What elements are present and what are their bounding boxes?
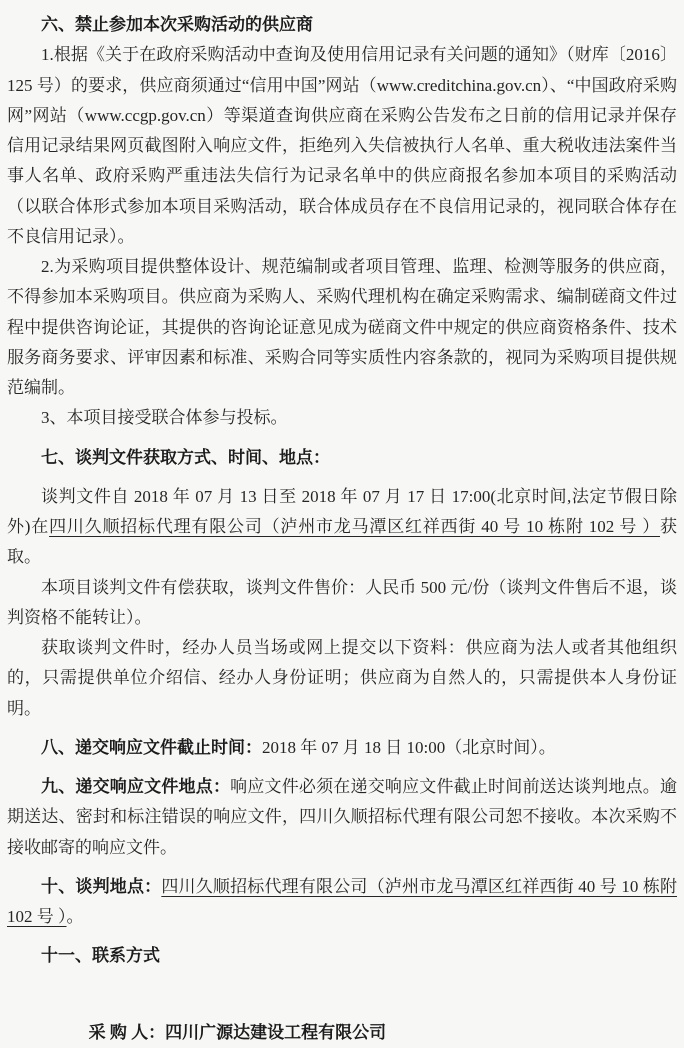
document-acquisition-suffix-text: 获取。 [7,517,677,567]
section7-paragraph-3: 获取谈判文件时，经办人员当场或网上提交以下资料：供应商为法人或者其他组织的，只需提供单位介绍信、经办人身份证明；供应商为自然人的，只需提供本人身份证明。 [7,638,677,718]
section10-label: 十、谈判地点： [41,876,162,896]
section6-paragraph-2: 2.为采购项目提供整体设计、规范编制或者项目管理、监理、检测等服务的供应商，不得参加本采购项目。供应商为采购人、采购代理机构在确定采购需求、编制磋商文件过程中提供咨询论证，其提供的咨询论证意见成为磋商文件中规定的供应商资格条件、技术服务商务要求、评审因素和标准、采购合同等实质性内容条款的，视同为采购项目提供规范编制。 [7,257,677,397]
section9-label: 九、递交响应文件地点： [41,777,231,796]
deadline-datetime-text: 2018 年 07 月 18 日 10:00（北京时间）。 [262,737,556,757]
section11-heading: 十一、联系方式 [41,946,160,966]
section7-paragraph-1 [7,482,677,573]
buyer-company-name: 四川广源达建设工程有限公司 [165,1022,387,1042]
agency-address-underlined-text: 四川久顺招标代理有限公司（泸州市龙马潭区红祥西街 40 号 10 栋附 102 号 ） [49,517,660,536]
negotiation-address-underlined-text: 四川久顺招标代理有限公司（泸州市龙马潭区红祥西街 40 号 10 栋附 102 号 ） [7,876,678,926]
document-acquisition-period-text: 谈判文件自 2018 年 07 月 13 日至 2018 年 07 月 17 日 17:00(北京时间,法定节假日除外)在 [7,486,677,536]
buyer-line [7,1018,677,1048]
section7-heading: 七、谈判文件获取方式、时间、地点： [41,447,330,467]
section7-paragraph-2: 本项目谈判文件有偿获取，谈判文件售价：人民币 500 元/份（谈判文件售后不退，谈判资格不能转让）。 [7,577,677,627]
section8-paragraph [7,733,677,763]
section6-heading: 六、禁止参加本次采购活动的供应商 [41,15,313,34]
section10-paragraph [7,872,677,933]
section6-paragraph-1: 1.根据《关于在政府采购活动中查询及使用信用记录有关问题的通知》（财库〔2016〕125 号）的要求，供应商须通过“信用中国”网站（www.creditchina.gov.cn）、“中国政府采购网”网站（www.ccgp.gov.cn）等渠道查询供应商在采购公告发布之日前的信用记录并保存信用记录结果网页截图附入响应文件，拒绝列入失信被执行人名单、重大税收违法案件当事人名单、政府采购严重违法失信行为记录名单中的供应商报名参加本项目的采购活动（以联合体形式参加本项目采购活动，联合体成员存在不良信用记录的，视同联合体存在不良信用记录）。 [7,45,677,246]
buyer-label: 采 购 人： [88,1022,166,1042]
submission-location-text: 响应文件必须在递交响应文件截止时间前送达谈判地点。逾期送达、密封和标注错误的响应文件，四川久顺招标代理有限公司恕不接收。本次采购不接收邮寄的响应文件。 [7,777,678,857]
section9-paragraph [7,772,677,863]
section8-label: 八、递交响应文件截止时间： [41,737,262,757]
section6-paragraph-3: 3、本项目接受联合体参与投标。 [41,408,288,428]
section10-period-text: 。 [66,907,84,926]
